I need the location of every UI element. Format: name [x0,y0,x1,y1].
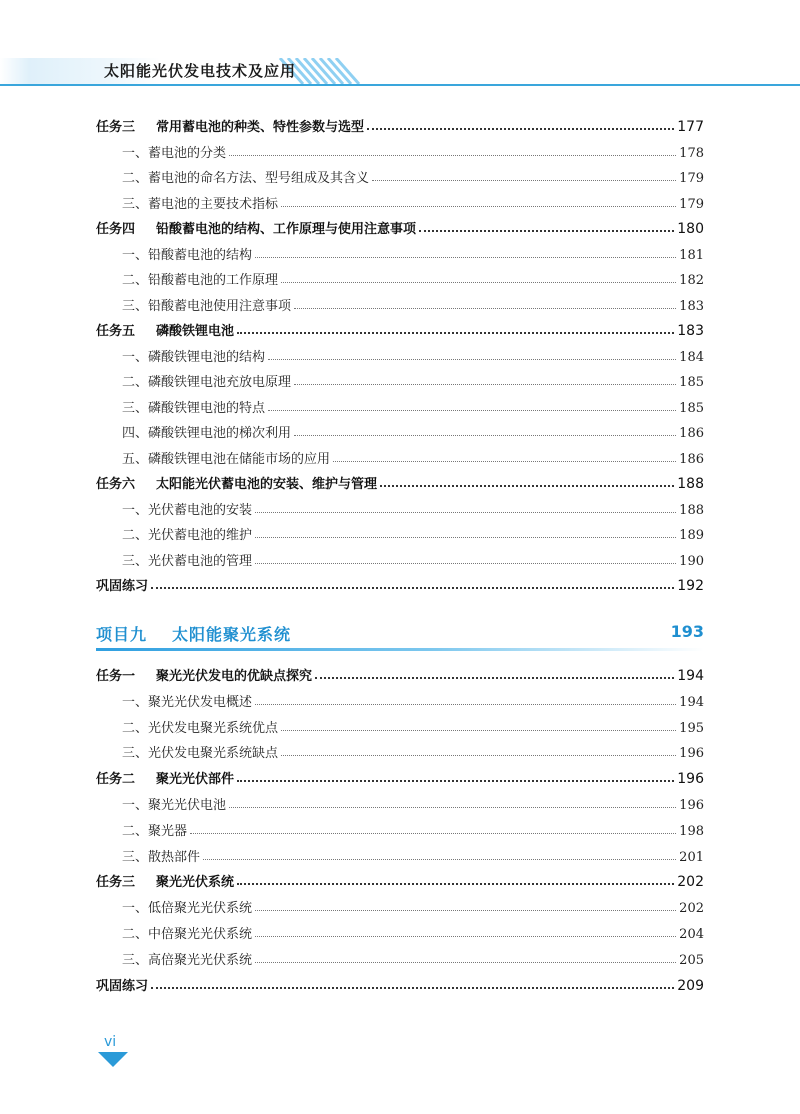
toc-dot-leader [255,563,676,564]
toc-page-number: 188 [679,502,704,518]
toc-entry-label [122,820,187,839]
toc-page-number: 186 [679,451,704,467]
toc-task-entry[interactable] [96,113,704,135]
toc-dot-leader [229,155,676,156]
toc-dot-leader [255,512,676,513]
toc-entry-title: 磷酸铁锂电池 [156,324,235,339]
toc-dot-leader [372,180,676,181]
folio-triangle-icon [98,1052,128,1068]
toc-subsection-entry[interactable] [122,920,704,942]
toc-entry-title: 五、磷酸铁锂电池在储能市场的应用 [122,451,331,467]
toc-dot-leader [333,461,676,462]
toc-entry-title: 一、聚光光伏电池 [122,798,227,813]
toc-entry-title: 一、蓄电池的分类 [122,145,227,161]
toc-dot-leader [255,704,676,705]
project-number: 项目九 [96,625,148,644]
toc-entry-title: 二、光伏发电聚光系统优点 [122,720,279,736]
toc-entry-title: 巩固练习 [96,978,149,994]
toc-dot-leader [237,332,674,334]
toc-task-number: 任务一 [96,669,136,684]
toc-page-number: 180 [677,221,704,237]
toc-dot-leader [419,230,674,232]
toc-entry-title: 太阳能光伏蓄电池的安装、维护与管理 [156,477,378,492]
toc-entry-label [96,975,148,994]
toc-page-number: 185 [679,400,704,416]
toc-task-entry[interactable] [96,972,704,994]
toc-dot-leader [281,730,676,731]
toc-dot-leader [315,677,674,679]
toc-entry-title: 二、磷酸铁锂电池充放电原理 [122,375,292,390]
toc-page-number: 201 [679,849,704,865]
toc-dot-leader [268,359,676,360]
toc-dot-leader [190,833,676,834]
toc-entry-title: 二、铅酸蓄电池的工作原理 [122,273,279,288]
toc-subsection-entry[interactable] [122,688,704,710]
toc-entry-label [122,142,226,161]
toc-task-entry[interactable] [96,215,704,237]
toc-entry-title: 二、聚光器 [122,823,188,839]
toc-page-number: 192 [677,578,704,594]
toc-entry-label [122,397,265,416]
toc-subsection-entry[interactable] [122,190,704,212]
toc-dot-leader [255,257,676,258]
toc-task-number: 任务三 [96,875,136,891]
toc-entry-title: 二、蓄电池的命名方法、型号组成及其含义 [122,171,370,186]
toc-entry-title: 巩固练习 [96,579,149,594]
toc-subsection-entry[interactable] [122,368,704,390]
toc-subsection-entry[interactable] [122,894,704,916]
toc-page-number: 202 [677,874,704,891]
toc-entry-title: 三、蓄电池的主要技术指标 [122,196,279,212]
toc-entry-label [122,193,278,212]
toc-entry-title: 一、聚光光伏发电概述 [122,694,253,710]
toc-subsection-entry[interactable] [122,843,704,865]
toc-dot-leader [281,755,676,756]
toc-page-number: 189 [679,528,704,543]
toc-subsection-entry[interactable] [122,521,704,543]
toc-page-number: 177 [677,119,704,135]
toc-dot-leader [237,780,674,782]
toc-page-number: 184 [679,349,704,365]
toc-dot-leader [367,128,674,130]
folio-page-label: vi [104,1034,117,1050]
toc-subsection-entry[interactable] [122,547,704,569]
toc-dot-leader [255,962,676,963]
project-rule [96,648,704,651]
toc-entry-title: 三、散热部件 [122,849,201,865]
toc-subsection-entry[interactable] [122,164,704,186]
header-rule [0,84,800,86]
toc-subsection-entry[interactable] [122,445,704,467]
toc-subsection-entry[interactable] [122,714,704,736]
toc-task-entry[interactable] [96,868,704,890]
toc-page-number: 202 [679,901,704,917]
toc-page-number: 204 [679,927,704,942]
toc-entry-title: 聚光光伏系统 [156,875,235,891]
toc-subsection-entry[interactable] [122,343,704,365]
toc-task-entry[interactable] [96,317,704,339]
project-title [96,622,291,645]
toc-entry-label [122,422,291,441]
toc-entry-label [122,550,252,569]
project-heading [96,620,704,646]
toc-entry-title: 一、磷酸铁锂电池的结构 [122,349,266,365]
toc-dot-leader [151,987,674,989]
toc-entry-label [96,473,377,492]
toc-dot-leader [151,587,674,589]
toc-entry-title: 四、磷酸铁锂电池的梯次利用 [122,426,292,441]
toc-page-number: 179 [679,196,704,212]
toc-entry-label [122,269,278,288]
toc-dot-leader [255,537,676,538]
toc-entry-label [122,244,252,263]
toc-subsection-entry[interactable] [122,946,704,968]
running-header-title: 太阳能光伏发电技术及应用 [104,62,297,80]
toc-subsection-entry[interactable] [122,139,704,161]
toc-entry-title: 聚光光伏部件 [156,772,235,788]
toc-subsection-entry[interactable] [122,791,704,813]
toc-dot-leader [268,410,676,411]
toc-task-entry[interactable] [96,470,704,492]
toc-entry-label [122,167,369,186]
toc-dot-leader [255,910,676,911]
toc-page-number: 209 [677,977,704,994]
toc-page-number: 196 [679,746,704,762]
toc-entry-title: 常用蓄电池的种类、特性参数与选型 [156,120,365,135]
toc-page-number: 195 [679,720,704,736]
toc-entry-title: 三、铅酸蓄电池使用注意事项 [122,298,292,314]
toc-subsection-entry[interactable] [122,739,704,761]
toc-task-number: 任务三 [96,120,136,135]
toc-page-number: 181 [679,247,704,263]
toc-entry-title: 聚光光伏发电的优缺点探究 [156,669,313,684]
toc-page-number: 205 [679,952,704,968]
toc-entry-title: 三、磷酸铁锂电池的特点 [122,400,266,416]
toc-entry-label [122,371,291,390]
toc-entry-title: 三、光伏发电聚光系统缺点 [122,746,279,762]
toc-entry-label [122,691,252,710]
toc-dot-leader [294,435,676,436]
toc-page-number: 183 [677,323,704,339]
toc-subsection-entry[interactable] [122,241,704,263]
toc-task-number: 任务四 [96,222,136,237]
toc-page-number: 196 [677,771,704,788]
toc-entry-label [122,295,291,314]
toc-dot-leader [237,883,674,885]
toc-page-number: 198 [679,823,704,839]
toc-dot-leader [281,282,676,283]
toc-entry-label [122,742,278,761]
toc-task-number: 任务二 [96,772,136,788]
project-name: 太阳能聚光系统 [172,625,292,644]
toc-entry-title: 二、中倍聚光光伏系统 [122,927,253,942]
toc-dot-leader [229,807,676,808]
toc-subsection-entry[interactable] [122,419,704,441]
toc-entry-label [122,499,252,518]
toc-page-number: 178 [679,145,704,161]
toc-entry-title: 三、光伏蓄电池的管理 [122,553,253,569]
toc-entry-title: 一、低倍聚光光伏系统 [122,901,253,917]
toc-task-number: 任务五 [96,324,136,339]
toc-task-entry[interactable] [96,662,704,684]
toc-subsection-entry[interactable] [122,496,704,518]
toc-entry-label [96,218,416,237]
toc-entry-label [122,923,252,942]
toc-dot-leader [255,936,676,937]
toc-task-entry[interactable] [96,572,704,594]
toc-task-entry[interactable] [96,765,704,787]
toc-page-number: 196 [679,798,704,813]
toc-entry-label [122,524,252,543]
toc-dot-leader [294,308,676,309]
toc-page-number: 186 [679,426,704,441]
toc-entry-title: 三、高倍聚光光伏系统 [122,952,253,968]
toc-entry-label [122,448,330,467]
toc-entry-title: 铅酸蓄电池的结构、工作原理与使用注意事项 [156,222,417,237]
project-page-number: 193 [670,622,704,641]
toc-entry-label [96,575,148,594]
toc-entry-label [96,320,234,339]
toc-page-number: 179 [679,171,704,186]
toc-entry-label [122,717,278,736]
toc-subsection-entry[interactable] [122,394,704,416]
toc-page-number: 194 [679,694,704,710]
toc-entry-label [96,768,234,787]
toc-entry-label [96,116,364,135]
toc-page-number: 182 [679,273,704,288]
toc-task-number: 任务六 [96,477,136,492]
toc-entry-label [96,665,312,684]
toc-subsection-entry[interactable] [122,292,704,314]
toc-entry-label [122,949,252,968]
toc-page-number: 185 [679,375,704,390]
toc-entry-title: 二、光伏蓄电池的维护 [122,528,253,543]
toc-subsection-entry[interactable] [122,817,704,839]
toc-dot-leader [203,859,676,860]
toc-page-number: 190 [679,553,704,569]
toc-entry-label [122,794,226,813]
toc-entry-label [122,897,252,916]
toc-entry-title: 一、光伏蓄电池的安装 [122,502,253,518]
toc-dot-leader [294,384,676,385]
toc-entry-label [96,871,234,890]
toc-page-number: 183 [679,298,704,314]
toc-entry-label [122,346,265,365]
toc-entry-label [122,846,200,865]
toc-entry-title: 一、铅酸蓄电池的结构 [122,247,253,263]
toc-subsection-entry[interactable] [122,266,704,288]
toc-page-number: 188 [677,476,704,492]
toc-dot-leader [281,206,676,207]
toc-dot-leader [380,485,674,487]
toc-page-number: 194 [677,668,704,684]
